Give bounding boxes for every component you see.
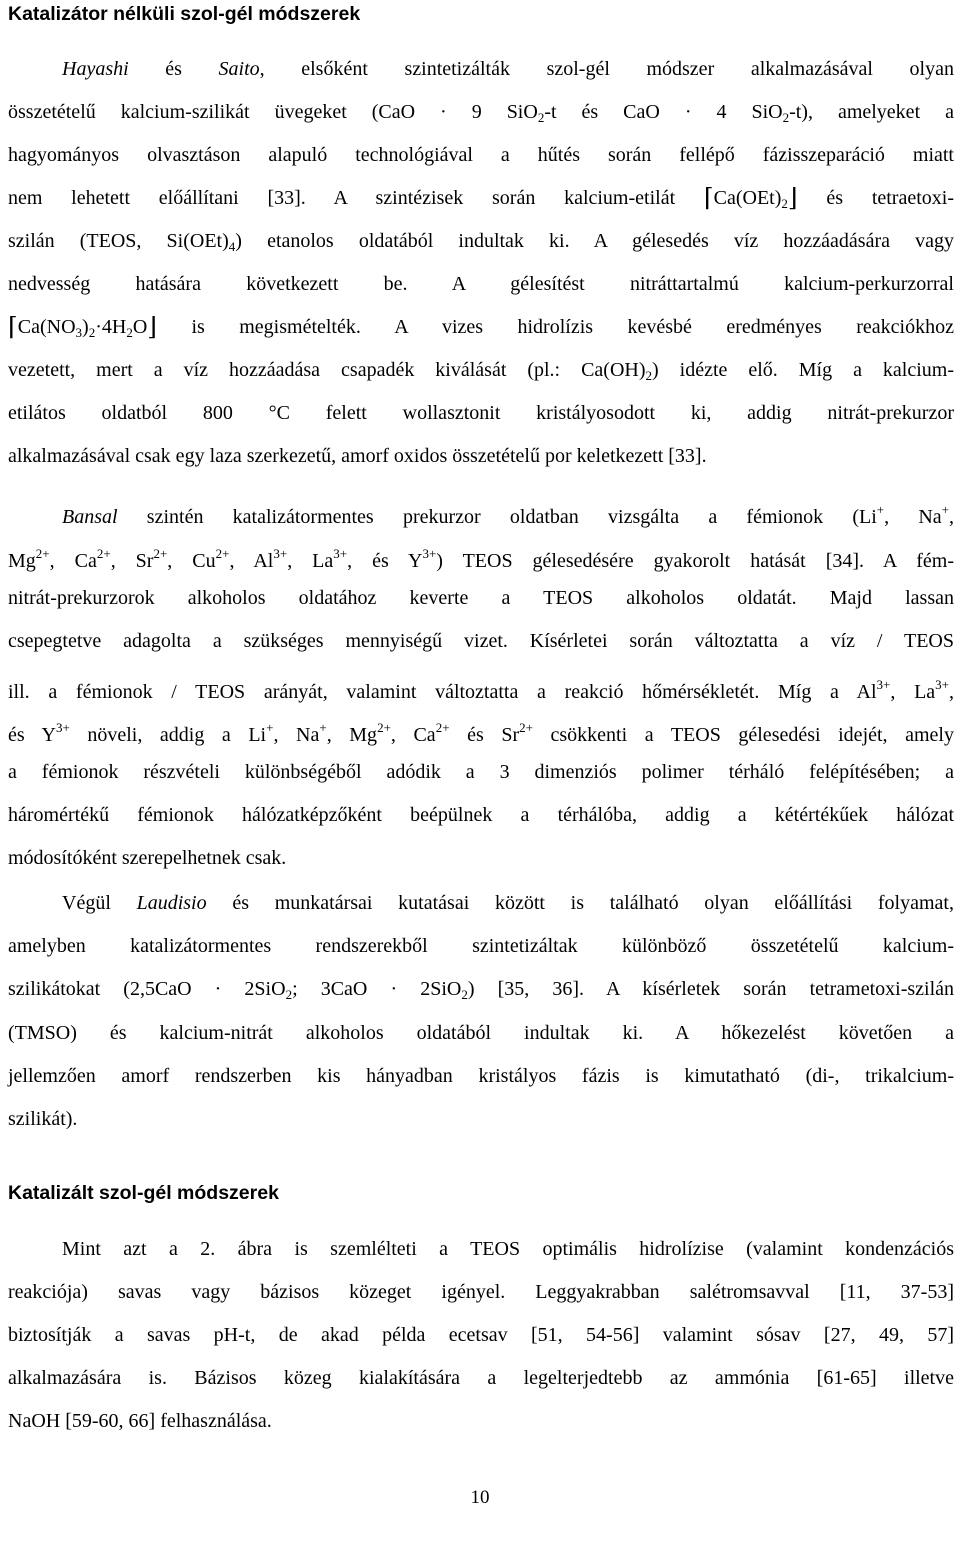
text-line: $⌈Ca(NO_3)_2\cdot 4H_2O⌋$ is megismételték. A vizes hidrolízis kevésbé eredményes reakciókhoz	[8, 314, 954, 341]
text-line: ill. a fémionok / TEOS arányát, valamint változtatta a reakció hőmérsékletét. Míg a $Al^{3+}$, $La^{3+}$,	[8, 677, 955, 703]
text-line: nem lehetett előállítani [33]. A szintézisek során kalcium-etilát $⌈Ca(OEt)_2⌋$ és tetraetoxi-	[8, 185, 954, 212]
section-heading: Katalizátor nélküli szol-gél módszerek	[8, 3, 361, 25]
text-line: háromértékű fémionok hálózatképzőként beépülnek a térhálóba, addig a kétértékűek hálózat	[8, 804, 954, 826]
text-line: nedvesség hatására következett be. A gélesítést nitráttartalmú kalcium-perkurzorral	[8, 273, 954, 295]
text-line: szilán (TEOS, $Si(OEt)_4$) etanolos oldatából indultak ki. A gélesedés víz hozzáadására vagy	[8, 230, 954, 254]
text-line: Mint azt a 2. ábra is szemlélteti a TEOS optimális hidrolízise (valamint kondenzációs	[62, 1238, 954, 1260]
text-line: és $Y^{3+}$ növeli, addig a Li+, Na+, $Mg^{2+}$, $Ca^{2+}$ és $Sr^{2+}$ csökkenti a TEOS gélesedési idejét, amely	[8, 720, 954, 746]
text-line: szilikát).	[8, 1108, 78, 1130]
page-number: 10	[470, 1487, 490, 1508]
text-line: NaOH [59-60, 66] felhasználása.	[8, 1410, 272, 1432]
text-line: amelyben katalizátormentes rendszerekből szintetizáltak különböző összetételű kalcium-	[8, 935, 954, 957]
section-heading: Katalizált szol-gél módszerek	[8, 1182, 279, 1204]
text-line: a fémionok részvételi különbségéből adódik a 3 dimenziós polimer térháló felépítésében; a	[8, 761, 954, 783]
text-line: reakciója) savas vagy bázisos közeget igényel. Leggyakrabban salétromsavval [11, 37-53]	[8, 1281, 954, 1303]
text-line: csepegtetve adagolta a szükséges mennyiségű vizet. Kísérletei során változtatta a víz / TEOS	[8, 630, 954, 652]
text-line: szilikátokat (2,5CaO · 2SiO$_2$; 3CaO · 2SiO$_2$) [35, 36]. A kísérletek során tetrametoxi-szilán	[8, 978, 955, 1002]
text-line: jellemzően amorf rendszerben kis hányadban kristályos fázis is kimutatható (di-, trikalcium-	[8, 1065, 954, 1087]
text-line: biztosítják a savas pH-t, de akad példa ecetsav [51, 54-56] valamint sósav [27, 49, 57]	[8, 1324, 954, 1346]
text-line: Végül Laudisio és munkatársai kutatásai között is található olyan előállítási folyamat,	[62, 892, 954, 914]
text-line: Bansal szintén katalizátormentes prekurzor oldatban vizsgálta a fémionok (Li+, Na+,	[62, 502, 955, 528]
text-line: összetételű kalcium-szilikát üvegeket (CaO · 9 SiO$_2$-t és CaO · 4 SiO$_2$-t), amelyeket a	[8, 101, 954, 125]
text-line: (TMSO) és kalcium-nitrát alkoholos oldatából indultak ki. A hőkezelést követően a	[8, 1022, 954, 1044]
text-line: vezetett, mert a víz hozzáadása csapadék kiválását (pl.: $Ca(OH)_2$) idézte elő. Míg a kalcium-	[8, 359, 954, 383]
text-line: alkalmazásával csak egy laza szerkezetű, amorf oxidos összetételű por keletkezett [33].	[8, 445, 707, 467]
text-line: Hayashi és Saito, elsőként szintetizálták szol-gél módszer alkalmazásával olyan	[62, 58, 954, 80]
text-line: nitrát-prekurzorok alkoholos oldatához keverte a TEOS alkoholos oldatát. Majd lassan	[8, 587, 954, 609]
text-line: hagyományos olvasztáson alapuló technológiával a hűtés során fellépő fázisszeparáció miatt	[8, 144, 954, 166]
text-line: módosítóként szerepelhetnek csak.	[8, 847, 287, 869]
text-line: alkalmazására is. Bázisos közeg kialakítására a legelterjedtebb az ammónia [61-65] illetve	[8, 1367, 954, 1389]
text-line: etilátos oldatból 800 °C felett wollasztonit kristályosodott ki, addig nitrát-prekurzor	[8, 402, 954, 424]
text-line: $Mg^{2+}$, $Ca^{2+}$, $Sr^{2+}$, $Cu^{2+}$, $Al^{3+}$, $La^{3+}$, és $Y^{3+}$) TEOS gélesedésére gyakorolt hatását [34]. A fém-	[8, 546, 954, 572]
